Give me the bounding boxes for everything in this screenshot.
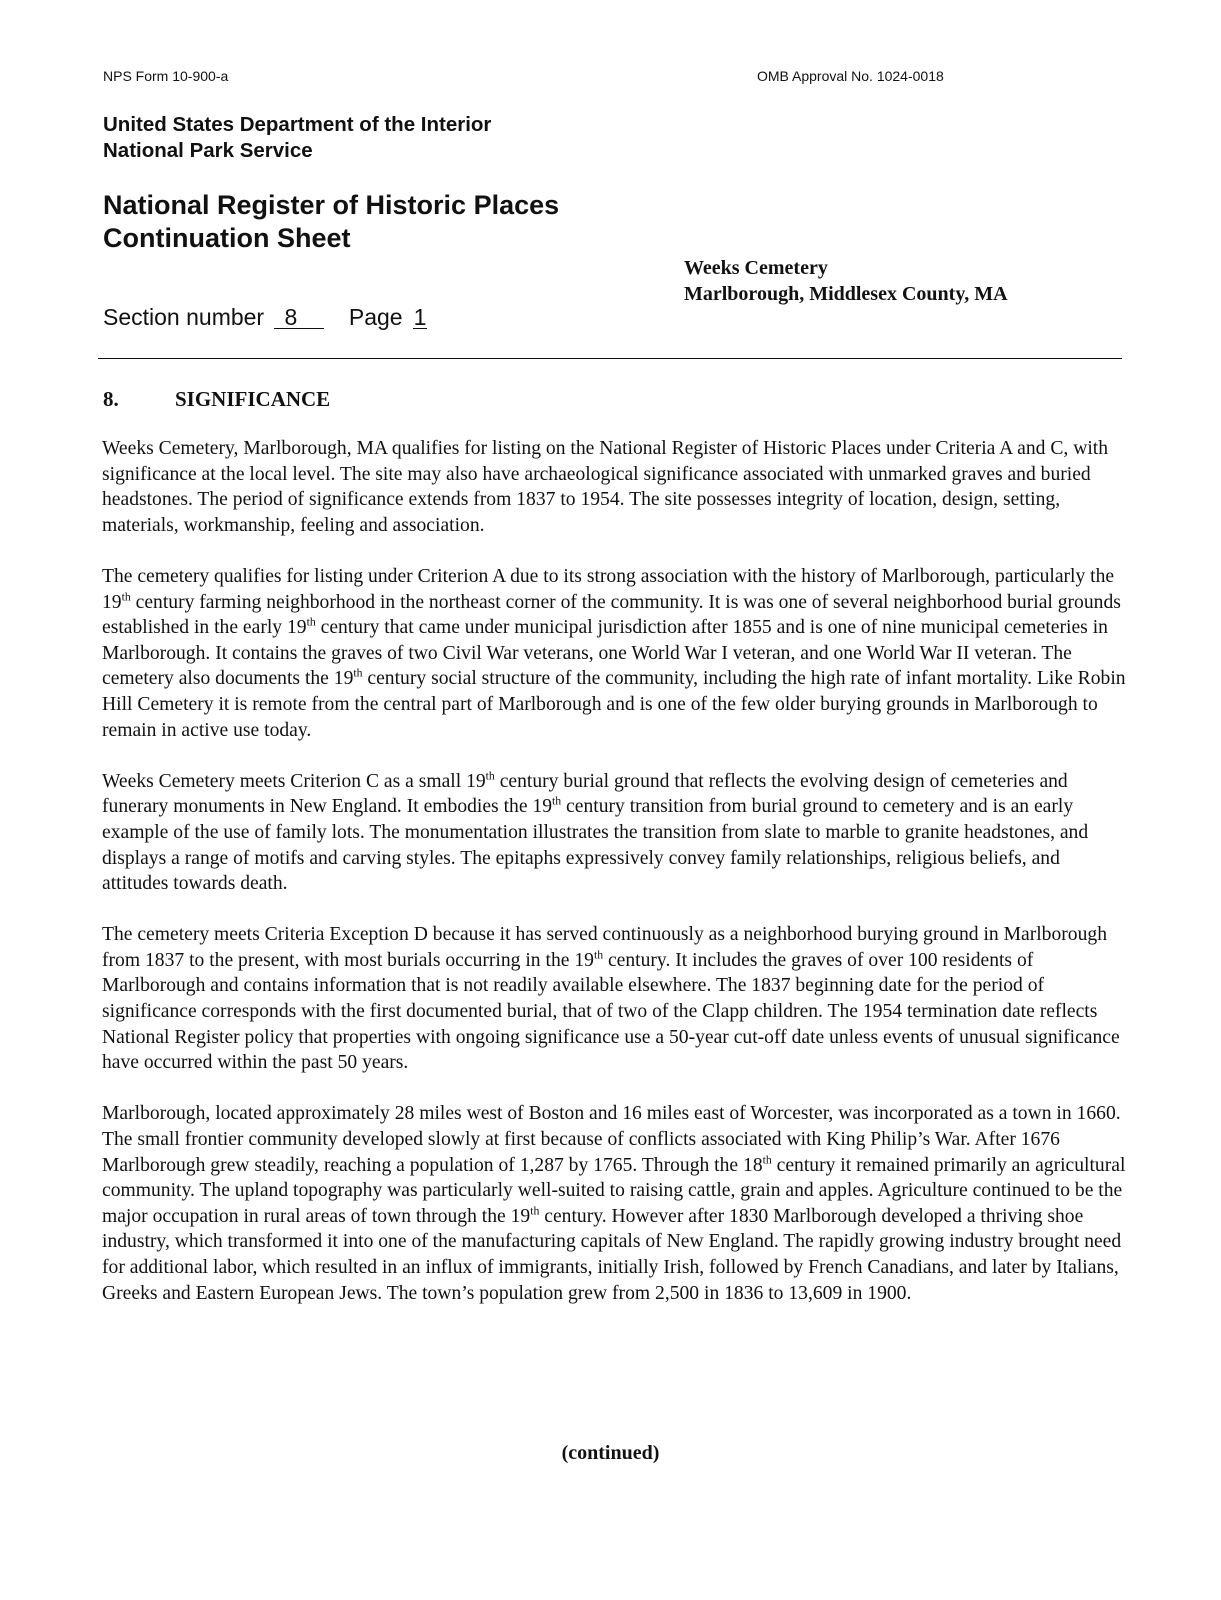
continued-note: (continued) — [561, 1442, 660, 1464]
agency-block — [103, 112, 491, 164]
paragraph: The cemetery meets Criteria Exception D because it has served continuously as a neighborhood burying ground in Marlborough from 1837 to the present, with most burials occurring in the 19th century. It includes the graves of over 100 residents of Marlborough and contains information that is not readily available elsewhere. The 1837 beginning date for the period of significance corresponds with the first documented burial, that of two of the Clapp children. The 1954 termination date reflects National Register policy that properties with ongoing significance use a 50-year cut-off date unless events of unusual significance have occurred within the past 50 years. — [102, 924, 1120, 1074]
form-number: NPS Form 10-900-a — [103, 68, 229, 84]
section-page-line — [103, 304, 427, 331]
document-title — [103, 189, 559, 255]
section-heading — [103, 387, 330, 412]
header-divider — [98, 358, 1122, 359]
omb-approval-number: OMB Approval No. 1024-0018 — [757, 68, 944, 84]
section-number-label: Section number — [103, 304, 265, 330]
section-number-value: 8 — [274, 306, 324, 329]
service-name: National Park Service — [103, 139, 313, 162]
page-label: Page — [348, 304, 403, 330]
property-block — [684, 255, 1008, 307]
paragraph: Weeks Cemetery, Marlborough, MA qualifies for listing on the National Register of Historic Places under Criteria A and C, with significance at the local level. The site may also have archaeological significance associated with unmarked graves and buried headstones. The period of significance extends from 1837 to 1954. The site possesses integrity of location, design, setting, materials, workmanship, feeling and association. — [102, 438, 1109, 536]
property-name: Weeks Cemetery — [684, 257, 828, 279]
section-heading-title: SIGNIFICANCE — [175, 387, 331, 411]
department-name: United States Department of the Interior — [103, 113, 492, 136]
page-number-value: 1 — [413, 304, 427, 330]
paragraph: Marlborough, located approximately 28 miles west of Boston and 16 miles east of Worcester, was incorporated as a town in 1660. The small frontier community developed slowly at first because of conflicts associated with King Philip’s War. After 1676 Marlborough grew steadily, reaching a population of 1,287 by 1765. Through the 18th century it remained primarily an agricultural community. The upland topography was particularly well-suited to raising cattle, grain and apples. Agriculture continued to be the major occupation in rural areas of town through the 19th century. However after 1830 Marlborough developed a thriving shoe industry, which transformed it into one of the manufacturing capitals of New England. The rapidly growing industry brought need for additional labor, which resulted in an influx of immigrants, initially Irish, followed by French Canadians, and later by Italians, Greeks and Eastern European Jews. The town’s population grew from 2,500 in 1836 to 13,609 in 1900. — [102, 1103, 1126, 1304]
body-text — [102, 436, 1127, 1306]
register-title: National Register of Historic Places — [103, 190, 560, 220]
property-location: Marlborough, Middlesex County, MA — [684, 283, 1008, 305]
sheet-title: Continuation Sheet — [103, 223, 351, 253]
paragraph: The cemetery qualifies for listing under Criterion A due to its strong association with the history of Marlborough, particularly the 19th century farming neighborhood in the northeast corner of the community. It is was one of several neighborhood burial grounds established in the early 19th century that came under municipal jurisdiction after 1855 and is one of nine municipal cemeteries in Marlborough. It contains the graves of two Civil War veterans, one World War I veteran, and one World War II veteran. The cemetery also documents the 19th century social structure of the community, including the high rate of infant mortality. Like Robin Hill Cemetery it is remote from the central part of Marlborough and is one of the few older burying grounds in Marlborough to remain in active use today. — [102, 565, 1126, 741]
paragraph: Weeks Cemetery meets Criterion C as a small 19th century burial ground that reflects the evolving design of cemeteries and funerary monuments in New England. It embodies the 19th century transition from burial ground to cemetery and is an early example of the use of family lots. The monumentation illustrates the transition from slate to marble to granite headstones, and displays a range of motifs and carving styles. The epitaphs expressively convey family relationships, religious beliefs, and attitudes towards death. — [102, 769, 1089, 895]
section-heading-number: 8. — [103, 387, 119, 411]
